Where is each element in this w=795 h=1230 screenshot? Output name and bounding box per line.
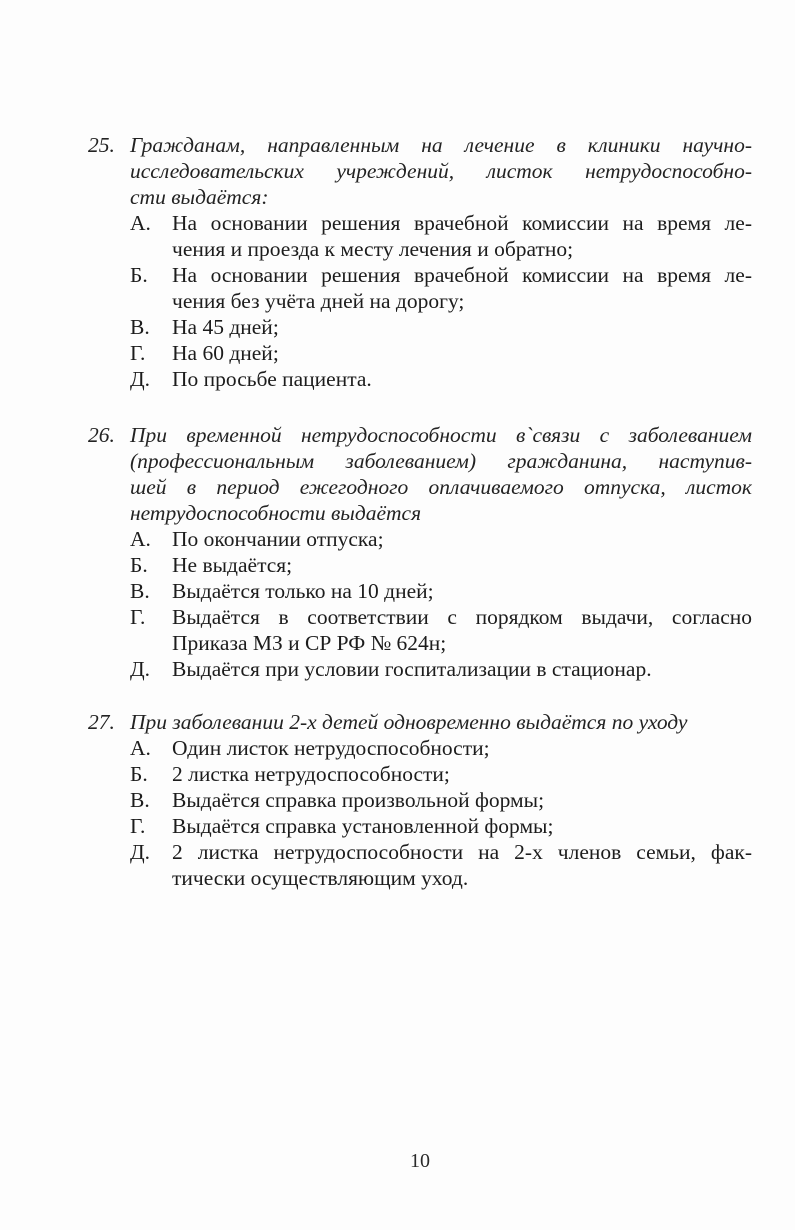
question-text-line: шей в период ежегодного оплачиваемого отпуска, листок <box>130 475 752 499</box>
question-number: 27. <box>88 710 115 734</box>
question-number: 25. <box>88 133 115 157</box>
option-letter: В. <box>130 315 150 339</box>
answer-option-d <box>88 366 752 392</box>
option-text-line: Не выдаётся; <box>172 553 293 577</box>
question-text-line: 25. Гражданам, направленным на лечение в клиники научно- <box>88 133 752 157</box>
question-text-line: 27. При заболевании 2-х детей одновременно выдаётся по уходу <box>88 710 688 734</box>
question-25 <box>88 132 752 392</box>
answer-option-a <box>88 210 752 262</box>
option-letter: А. <box>130 736 151 760</box>
question-text-line: 26. При временной нетрудоспособности в`связи с заболеванием <box>88 423 752 447</box>
option-text-line: На основании решения врачебной комиссии на время ле- <box>172 211 752 235</box>
option-letter: Г. <box>130 814 146 838</box>
option-letter: Г. <box>130 605 146 629</box>
question-text-line: (профессиональным заболеванием) гражданина, наступив- <box>130 449 752 473</box>
answer-option-a <box>88 735 752 761</box>
option-text-line: Один листок нетрудоспособности; <box>172 736 490 760</box>
question-26 <box>88 422 752 682</box>
answer-option-v <box>88 314 752 340</box>
option-text-line: 2 листка нетрудоспособности; <box>172 762 450 786</box>
option-letter: Д. <box>130 657 151 681</box>
answer-option-v <box>88 787 752 813</box>
option-text-line: Выдаётся в соответствии с порядком выдачи, согласно <box>172 605 752 629</box>
option-letter: А. <box>130 527 151 551</box>
option-letter: Б. <box>130 553 148 577</box>
option-letter: Б. <box>130 762 148 786</box>
answer-option-d <box>88 656 752 682</box>
option-letter: Г. <box>130 341 146 365</box>
answer-option-g <box>88 604 752 656</box>
answer-option-b <box>88 262 752 314</box>
answer-option-g <box>88 813 752 839</box>
question-text-line: нетрудоспособности выдаётся <box>130 501 422 525</box>
answer-option-d <box>88 839 752 891</box>
option-letter: Д. <box>130 367 151 391</box>
option-text-line: Выдаётся справка произвольной формы; <box>172 788 545 812</box>
option-text-line: Выдаётся только на 10 дней; <box>172 579 434 603</box>
answer-option-b <box>88 761 752 787</box>
answer-option-a <box>88 526 752 552</box>
option-text-line: По окончании отпуска; <box>172 527 384 551</box>
page-number: 10 <box>410 1150 430 1172</box>
option-text-line: чения и проезда к месту лечения и обратно; <box>172 237 574 261</box>
answer-option-g <box>88 340 752 366</box>
option-text-line: тически осуществляющим уход. <box>172 866 469 890</box>
option-text-line: Выдаётся при условии госпитализации в стационар. <box>172 657 652 681</box>
option-letter: Б. <box>130 263 148 287</box>
option-text-line: На 60 дней; <box>172 341 279 365</box>
option-letter: Д. <box>130 840 151 864</box>
question-27 <box>88 709 752 891</box>
option-letter: В. <box>130 579 150 603</box>
answer-option-v <box>88 578 752 604</box>
answer-options <box>88 526 752 682</box>
option-text-line: 2 листка нетрудоспособности на 2-х членов семьи, фак- <box>172 840 752 864</box>
answer-options <box>88 735 752 891</box>
question-text-line: сти выдаётся: <box>130 185 269 209</box>
option-text-line: На основании решения врачебной комиссии на время ле- <box>172 263 752 287</box>
option-letter: А. <box>130 211 151 235</box>
option-text-line: Выдаётся справка установленной формы; <box>172 814 554 838</box>
option-letter: В. <box>130 788 150 812</box>
option-text-line: По просьбе пациента. <box>172 367 372 391</box>
question-text-line: исследовательских учреждений, листок нетрудоспособно- <box>130 159 752 183</box>
question-number: 26. <box>88 423 115 447</box>
option-text-line: чения без учёта дней на дорогу; <box>172 289 465 313</box>
answer-options <box>88 210 752 392</box>
option-text-line: Приказа МЗ и СР РФ № 624н; <box>172 631 447 655</box>
answer-option-b <box>88 552 752 578</box>
option-text-line: На 45 дней; <box>172 315 279 339</box>
